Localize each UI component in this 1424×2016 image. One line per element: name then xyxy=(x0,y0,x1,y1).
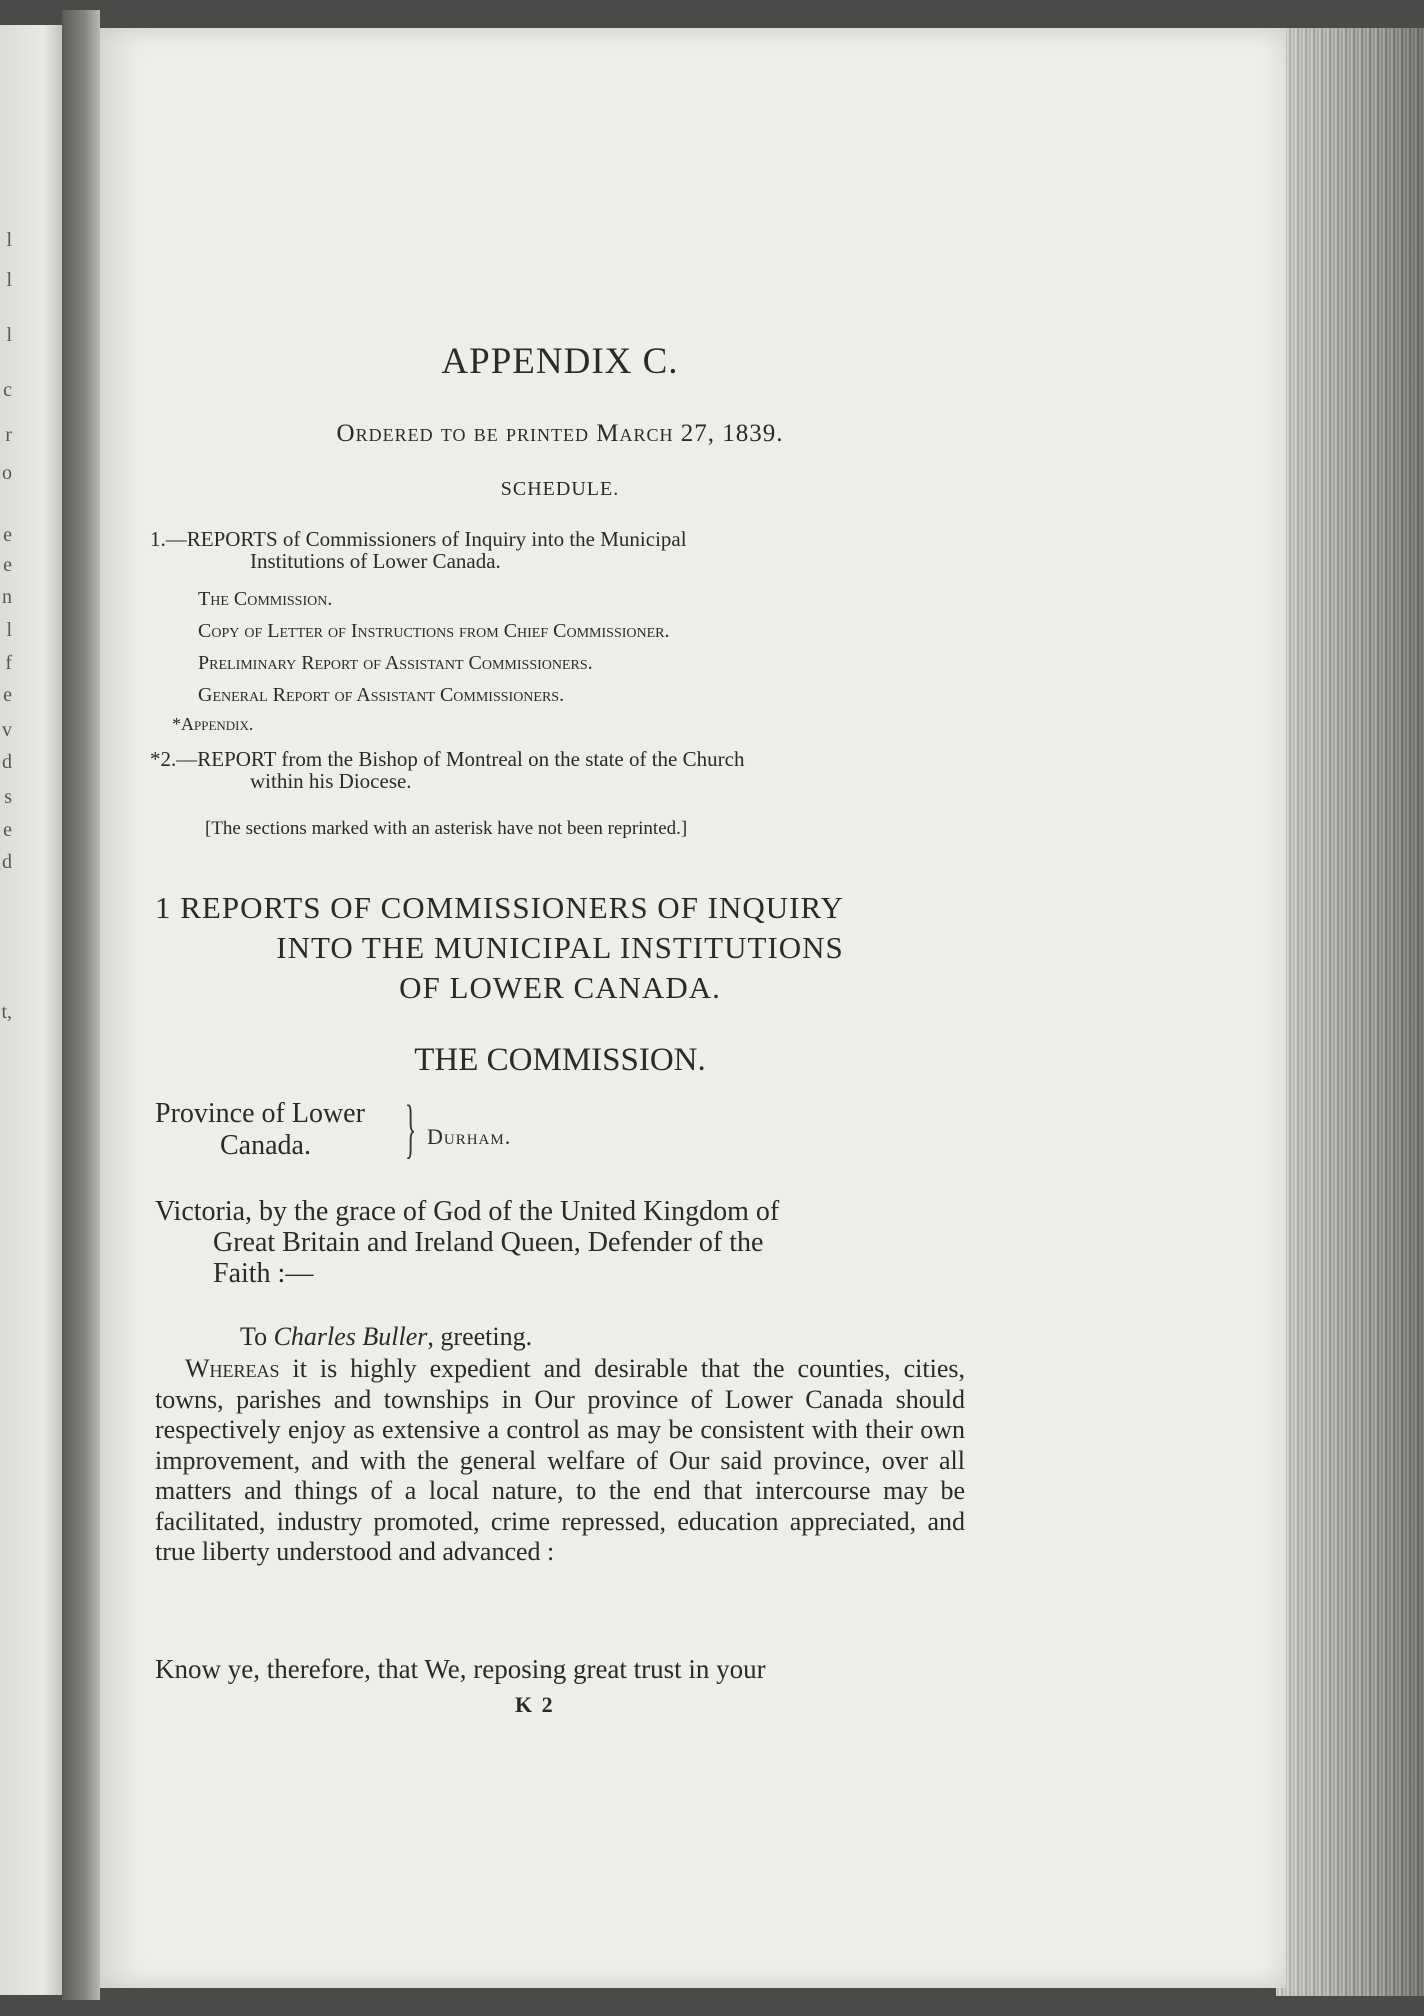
schedule-item-2-line2: within his Diocese. xyxy=(250,769,412,793)
ordered-to-be-printed-line: Ordered to be printed March 27, 1839. xyxy=(336,420,784,447)
left-fragment: e xyxy=(3,554,12,576)
schedule-subitem: Preliminary Report of Assistant Commissioners. xyxy=(198,652,593,674)
know-ye-line: Know ye, therefore, that We, reposing great trust in your xyxy=(155,1654,766,1684)
greeting-suffix: , greeting. xyxy=(427,1322,533,1351)
left-fragment: t, xyxy=(1,1001,12,1023)
schedule-item-2 xyxy=(150,748,970,792)
left-fragment: r xyxy=(5,424,12,446)
section-heading-line: OF LOWER CANADA. xyxy=(399,970,721,1005)
left-fragment: l xyxy=(6,229,12,251)
brace-icon: } xyxy=(405,1092,417,1165)
victoria-line2: Great Britain and Ireland Queen, Defender of the xyxy=(213,1227,764,1258)
schedule-subitem: *Appendix. xyxy=(172,714,254,734)
asterisk-note: [The sections marked with an asterisk have not been reprinted.] xyxy=(205,818,688,839)
whereas-paragraph xyxy=(155,1354,965,1568)
left-fragment: l xyxy=(6,619,12,641)
province-line2: Canada. xyxy=(220,1130,311,1161)
commission-heading: THE COMMISSION. xyxy=(414,1042,706,1078)
greeting-line xyxy=(240,1321,1050,1352)
province-line1: Province of Lower xyxy=(155,1098,365,1129)
greeting-prefix: To xyxy=(240,1322,274,1351)
left-fragment: c xyxy=(3,379,12,401)
signature-mark: K 2 xyxy=(515,1692,555,1717)
section-heading xyxy=(150,888,970,1008)
left-fragment: d xyxy=(2,851,12,873)
schedule-item-1-line2: Institutions of Lower Canada. xyxy=(250,549,501,573)
schedule-subitem: Copy of Letter of Instructions from Chief Commissioner. xyxy=(198,620,670,642)
schedule-item-1 xyxy=(150,528,970,572)
document-page xyxy=(100,28,1286,1988)
left-fragment: e xyxy=(3,524,12,546)
victoria-line1: Victoria, by the grace of God of the United Kingdom of xyxy=(155,1196,780,1227)
left-fragment: l xyxy=(6,324,12,346)
left-fragment: o xyxy=(2,462,12,484)
left-fragment: e xyxy=(3,819,12,841)
appendix-title: APPENDIX C. xyxy=(441,341,679,382)
left-fragment: n xyxy=(2,586,12,608)
book-fore-edge xyxy=(1276,28,1424,1996)
province-label xyxy=(155,1098,365,1162)
left-fragment: v xyxy=(2,719,12,741)
section-heading-line: 1 REPORTS OF COMMISSIONERS OF INQUIRY xyxy=(155,890,844,925)
left-fragment: f xyxy=(5,652,12,674)
left-fragment: d xyxy=(2,751,12,773)
victoria-line3: Faith :— xyxy=(213,1258,314,1289)
section-heading-line: INTO THE MUNICIPAL INSTITUTIONS xyxy=(276,930,844,965)
left-fragment: e xyxy=(3,684,12,706)
previous-page-edge xyxy=(0,25,62,1995)
greeting-name: Charles Buller xyxy=(273,1322,428,1351)
schedule-subitem: The Commission. xyxy=(198,588,333,610)
book-gutter xyxy=(62,10,100,2000)
left-fragment: l xyxy=(6,269,12,291)
whereas-text: it is highly expedient and desirable that the counties, cities, towns, parishes and townships in Our province of Lower Canada should respectively enjoy as extensive a control as may be consistent with their own improvement, and with the general welfare of Our said province, over all matters and things of a local nature, to the end that intercourse may be facilitated, industry promoted, crime repressed, education appreciated, and true liberty understood and advanced : xyxy=(155,1354,965,1566)
schedule-subitem: General Report of Assistant Commissioners. xyxy=(198,684,565,706)
victoria-preamble xyxy=(155,1196,965,1289)
signatory-name: Durham. xyxy=(427,1124,512,1149)
schedule-item-2-line1: *2.—REPORT from the Bishop of Montreal on the state of the Church xyxy=(150,747,745,771)
schedule-heading: SCHEDULE. xyxy=(500,478,620,500)
schedule-item-1-line1: 1.—REPORTS of Commissioners of Inquiry into the Municipal xyxy=(150,527,687,551)
whereas-word: Whereas xyxy=(185,1354,280,1383)
left-fragment: s xyxy=(4,786,12,808)
